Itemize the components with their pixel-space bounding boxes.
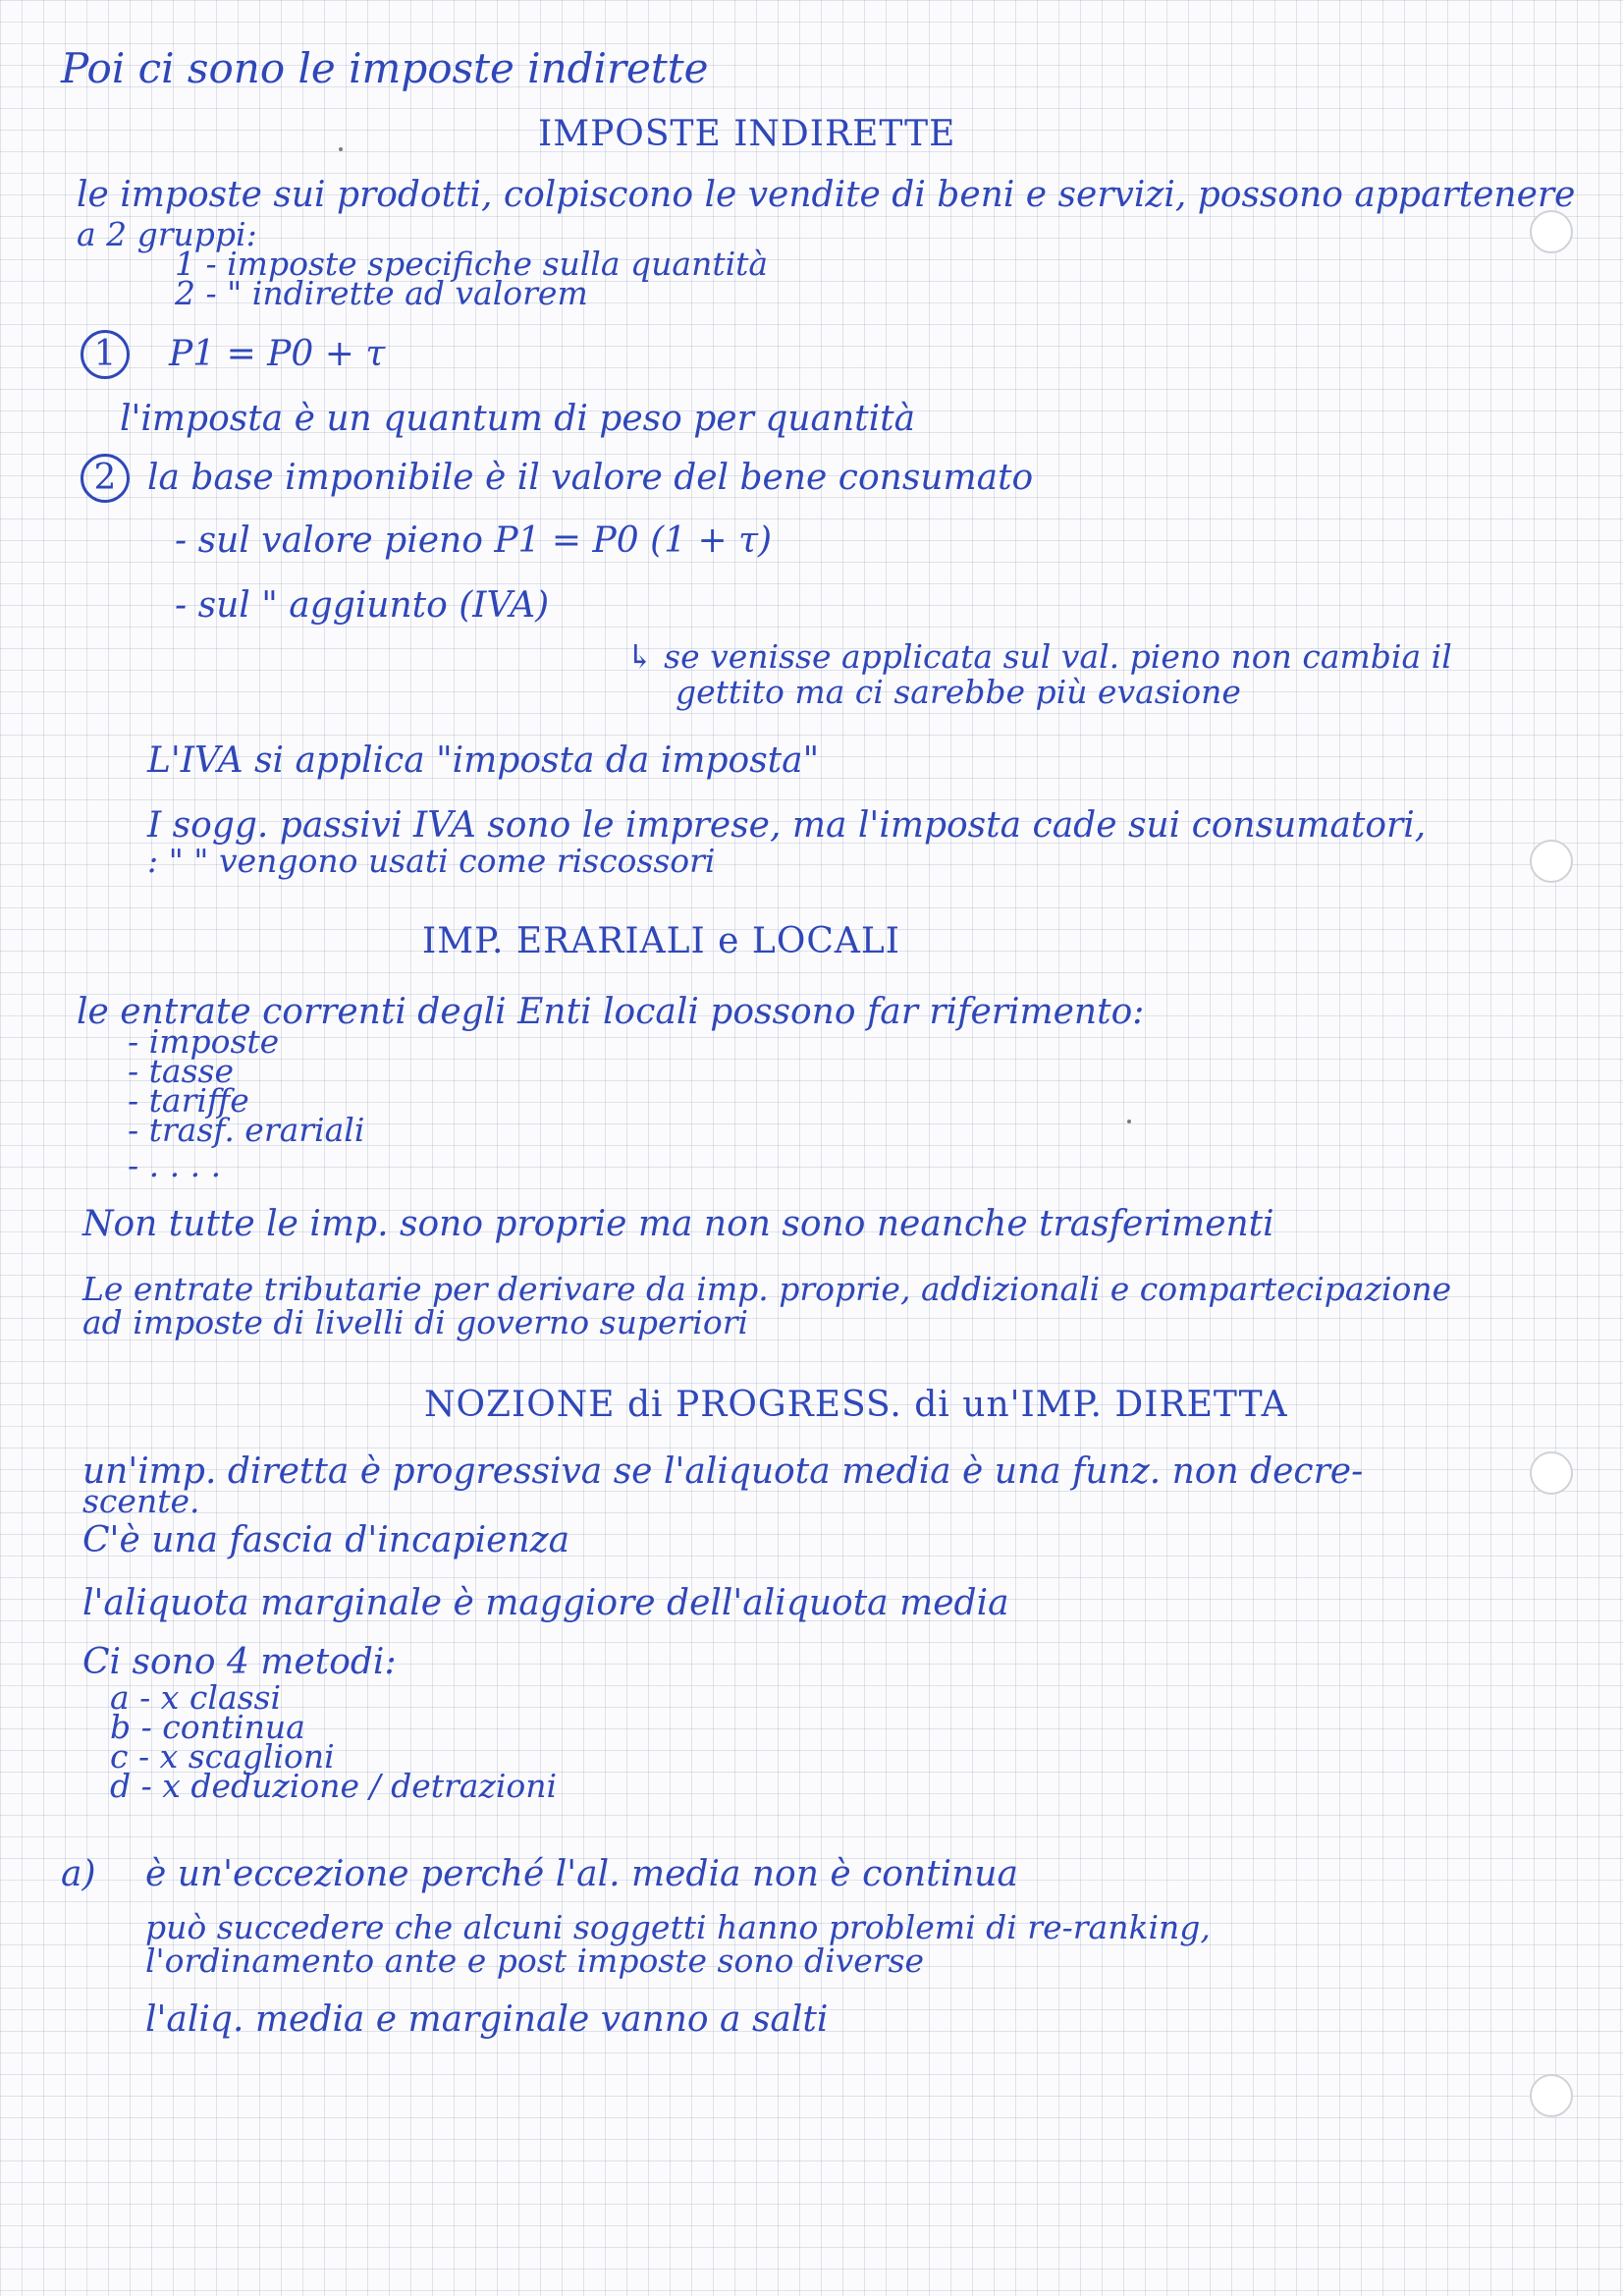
punch-hole (1530, 210, 1573, 253)
text-line: Le entrate tributarie per derivare da imp. proprie, addizionali e compartecipazione (82, 1270, 1452, 1308)
punch-hole (1530, 1451, 1573, 1495)
list-item: c - x scaglioni (110, 1737, 335, 1776)
text-line: L'IVA si applica "imposta da imposta" (147, 740, 820, 781)
list-item: - tasse (128, 1052, 234, 1090)
text-line: Non tutte le imp. sono proprie ma non sono neanche trasferimenti (82, 1204, 1274, 1244)
text-line: ad imposte di livelli di governo superiori (82, 1303, 749, 1341)
text-line: - sul valore pieno P1 = P0 (1 + τ) (175, 520, 773, 561)
text-line: un'imp. diretta è progressiva se l'aliquota media è una funz. non decre- (82, 1451, 1364, 1492)
text-line: I sogg. passivi IVA sono le imprese, ma l'imposta cade sui consumatori, (147, 805, 1427, 846)
text-line: l'aliq. media e marginale vanno a salti (145, 1999, 829, 2040)
list-item: - trasf. erariali (128, 1111, 365, 1149)
text-line: le entrate correnti degli Enti locali possono far riferimento: (77, 992, 1145, 1032)
list-item: d - x deduzione / detrazioni (110, 1767, 558, 1805)
list-item: - . . . . (128, 1146, 222, 1184)
text: la base imponibile è il valore del bene consumato (147, 458, 1034, 498)
pencil-dot (1127, 1120, 1131, 1123)
list-item: 2 - " indirette ad valorem (175, 274, 588, 312)
circled-number: 1 (81, 330, 130, 379)
text-line: - sul " aggiunto (IVA) (175, 585, 550, 626)
punch-hole (1530, 840, 1573, 883)
text-line: l'aliquota marginale è maggiore dell'aliquota media (82, 1583, 1009, 1623)
section-heading-imposte-indirette: IMPOSTE INDIRETTE (538, 114, 956, 154)
text-line: l'imposta è un quantum di peso per quantità (120, 399, 916, 439)
text-line: è un'eccezione perché l'al. media non è continua (145, 1854, 1018, 1894)
pencil-dot (339, 147, 343, 151)
text-line: l'ordinamento ante e post imposte sono diverse (145, 1941, 925, 1980)
circled-number: 2 (81, 454, 130, 503)
list-item: a - x classi (110, 1678, 282, 1717)
text-line: può succedere che alcuni soggetti hanno problemi di re-ranking, (145, 1908, 1211, 1946)
text-line: le imposte sui prodotti, colpiscono le vendite di beni e servizi, possono appartenere (77, 175, 1576, 215)
punch-hole (1530, 2074, 1573, 2117)
list-item: b - continua (110, 1708, 305, 1746)
formula: P1 = P0 + τ (169, 334, 386, 374)
section-heading-progressivita: NOZIONE di PROGRESS. di un'IMP. DIRETTA (424, 1385, 1288, 1425)
list-item: 1 - imposte specifiche sulla quantità (175, 245, 769, 283)
text-line: a 2 gruppi: (77, 215, 257, 253)
note-line: ↳ se venisse applicata sul val. pieno non cambia il (626, 637, 1452, 676)
marker-a: a) (61, 1854, 96, 1894)
method-1-row (81, 330, 385, 379)
text-line: C'è una fascia d'incapienza (82, 1520, 570, 1560)
note-line: gettito ma ci sarebbe più evasione (676, 673, 1241, 711)
list-item: - tariffe (128, 1081, 249, 1120)
text-line: Ci sono 4 metodi: (82, 1642, 397, 1682)
section-heading-imp-erariali: IMP. ERARIALI e LOCALI (422, 921, 901, 961)
intro-line: Poi ci sono le imposte indirette (61, 44, 709, 92)
text-line: : " " vengono usati come riscossori (147, 842, 716, 880)
text-line: scente. (82, 1482, 200, 1520)
method-2-row (81, 454, 1033, 503)
list-item: - imposte (128, 1022, 280, 1061)
